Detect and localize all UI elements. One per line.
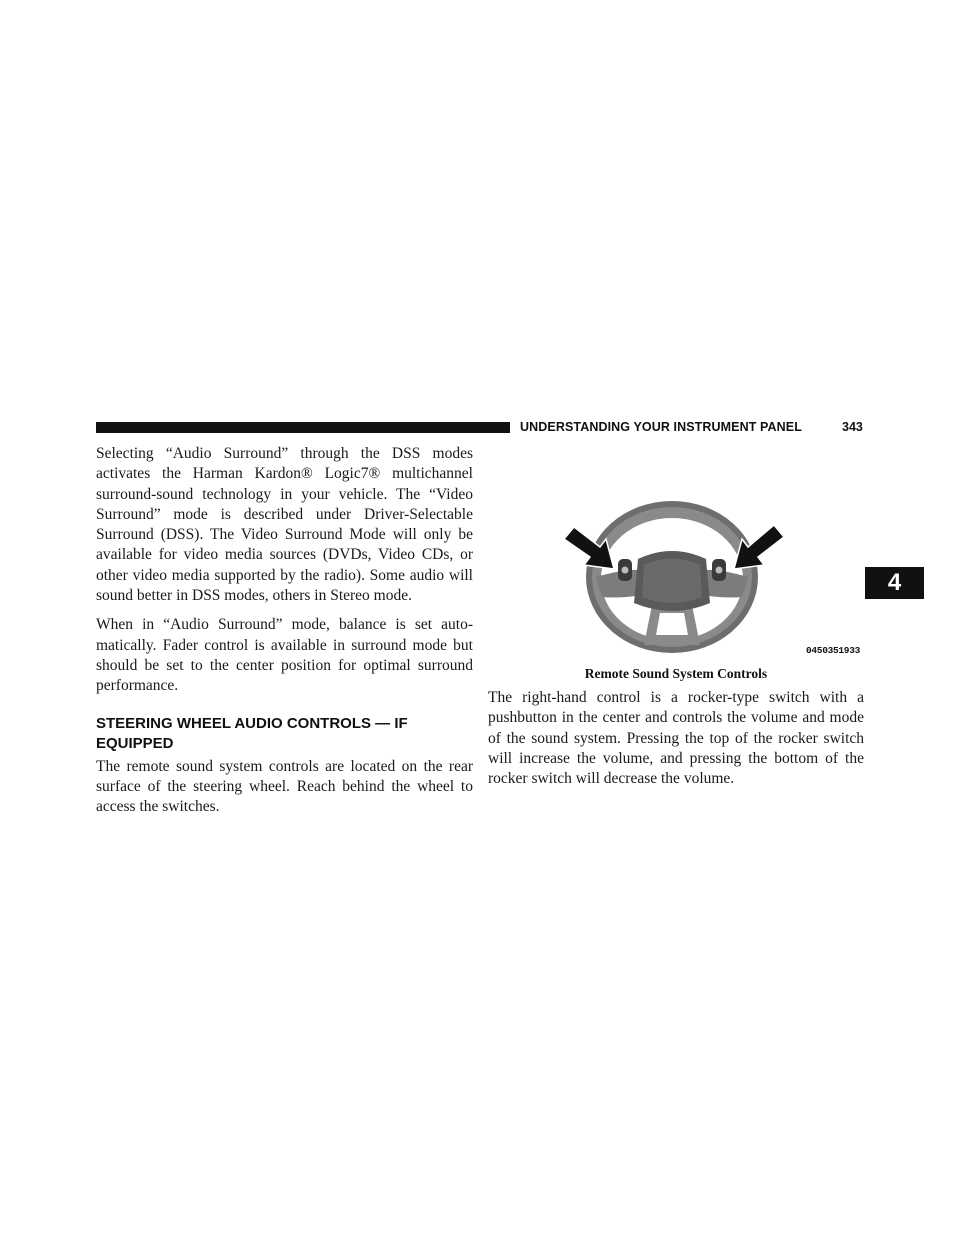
left-column bbox=[96, 444, 473, 817]
chapter-tab: 4 bbox=[865, 567, 924, 599]
figure-code: 0450351933 bbox=[806, 645, 861, 656]
paragraph-remote-controls: The remote sound system controls are located on the rear surface of the steering wheel. Reach behind the wheel to access the switches. bbox=[96, 757, 473, 816]
header-rule bbox=[96, 422, 510, 433]
right-column bbox=[488, 688, 864, 789]
steering-wheel-illustration bbox=[560, 495, 862, 653]
section-title: UNDERSTANDING YOUR INSTRUMENT PANEL bbox=[520, 420, 802, 434]
figure-caption: Remote Sound System Controls bbox=[584, 666, 768, 681]
right-pointer-arrow bbox=[734, 525, 784, 569]
steering-wheel-figure bbox=[560, 495, 862, 653]
paragraph-balance: When in “Audio Surround” mode, balance is set auto-matically. Fader control is available in surround mode but should be set to the center position for optimal surround performance. bbox=[96, 616, 473, 695]
section-heading-steering-wheel: STEERING WHEEL AUDIO CONTROLS — IF EQUIPPED bbox=[96, 714, 408, 752]
paragraph-audio-surround: Selecting “Audio Surround” through the DSS modes activates the Harman Kardon® Logic7® multichannel surround-sound technology in your vehicle. The “Video Surround” mode is described under Driver-Selectable Surround (DSS). The Video Surround Mode will only be available for video media sources (DVDs, Video CDs, or other video media supported by the radio). Some audio will sound better in DSS modes, others in Stereo mode. bbox=[96, 445, 473, 605]
paragraph-right-hand-control: The right-hand control is a rocker-type switch with a pushbutton in the center and controls the volume and mode of the sound system. Pressing the top of the rocker switch will increase the volume, and pressing the bottom of the rocker switch will decrease the volume. bbox=[488, 689, 864, 788]
page-number: 343 bbox=[842, 420, 863, 434]
